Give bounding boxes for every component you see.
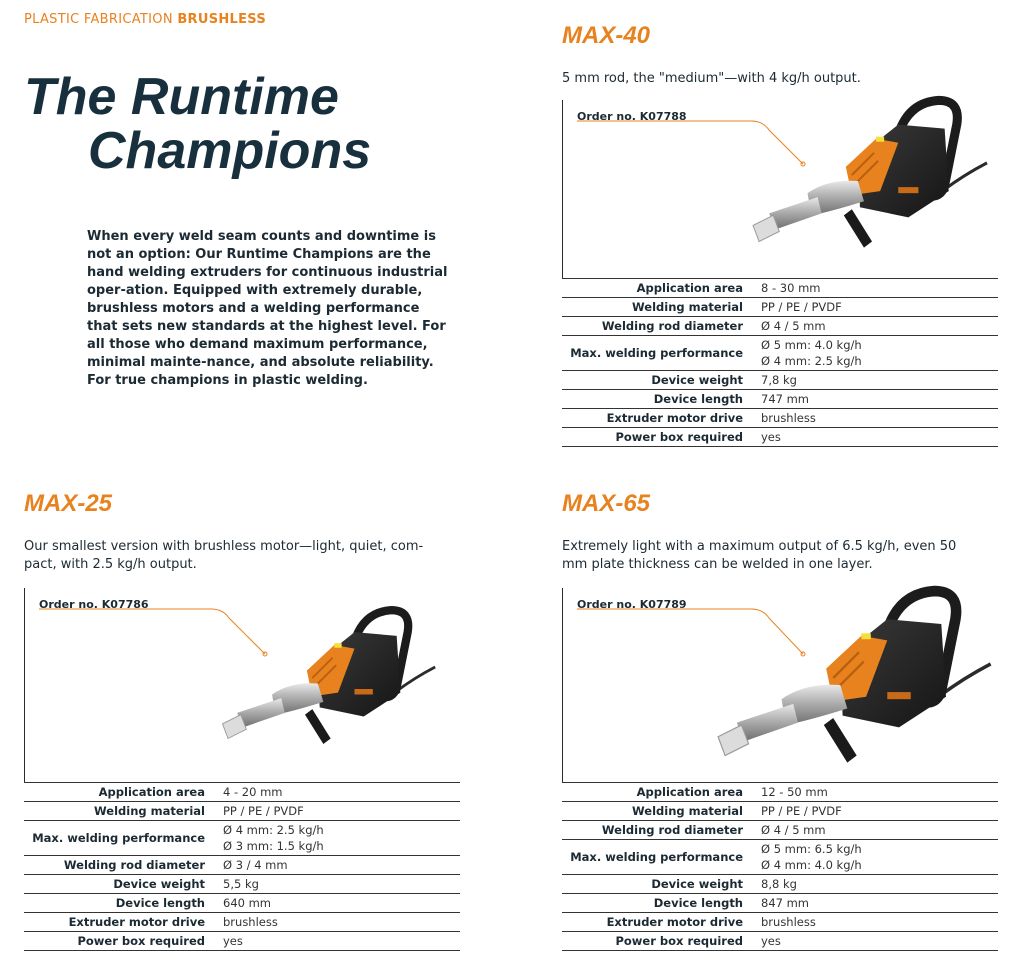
spec-label: Device length [562, 894, 761, 913]
spec-table [562, 278, 998, 447]
spec-row [24, 932, 460, 951]
spec-row [562, 336, 998, 371]
spec-value [761, 802, 998, 821]
spec-row [24, 875, 460, 894]
spec-value-line: 8,8 kg [761, 877, 797, 891]
spec-value [223, 783, 460, 802]
spec-label: Extruder motor drive [562, 913, 761, 932]
spec-value [223, 875, 460, 894]
spec-label: Device weight [562, 875, 761, 894]
order-number: Order no. K07789 [577, 598, 687, 611]
spec-value [761, 913, 998, 932]
spec-value-line: Ø 4 mm: 4.0 kg/h [761, 858, 862, 872]
spec-value-line: yes [761, 430, 781, 444]
spec-value [761, 336, 998, 371]
spec-value-line: Ø 3 mm: 1.5 kg/h [223, 839, 324, 853]
spec-label: Extruder motor drive [24, 913, 223, 932]
product-image-box [24, 588, 460, 782]
spec-value-line: Ø 5 mm: 4.0 kg/h [761, 338, 862, 352]
spec-value [223, 802, 460, 821]
spec-value-line: 4 - 20 mm [223, 785, 283, 799]
extruder-image [747, 94, 989, 256]
product-max-40 [562, 22, 998, 442]
spec-row [24, 856, 460, 875]
spec-value [223, 932, 460, 951]
spec-row [562, 821, 998, 840]
product-title: MAX-25 [24, 490, 113, 517]
spec-value [761, 821, 998, 840]
product-max-25 [24, 490, 460, 950]
spec-table [24, 782, 460, 951]
spec-value-line: PP / PE / PVDF [761, 804, 842, 818]
spec-value-line: 847 mm [761, 896, 810, 910]
spec-value [761, 894, 998, 913]
product-image-box [562, 588, 998, 782]
spec-value [761, 783, 998, 802]
spec-value-line: 747 mm [761, 392, 810, 406]
spec-value-line: brushless [223, 915, 278, 929]
spec-label: Power box required [562, 428, 761, 447]
spec-value-line: PP / PE / PVDF [223, 804, 304, 818]
extruder-image [711, 584, 993, 772]
spec-row [562, 390, 998, 409]
spec-label: Welding material [562, 298, 761, 317]
spec-value-line: Ø 4 / 5 mm [761, 823, 826, 837]
spec-value-line: brushless [761, 411, 816, 425]
spec-row [562, 932, 998, 951]
product-max-65 [562, 490, 998, 950]
order-number: Order no. K07786 [39, 598, 149, 611]
spec-row [562, 298, 998, 317]
spec-row [24, 894, 460, 913]
product-title: MAX-40 [562, 22, 651, 49]
spec-label: Application area [24, 783, 223, 802]
spec-label: Extruder motor drive [562, 409, 761, 428]
product-description: 5 mm rod, the "medium"—with 4 kg/h output. [562, 71, 861, 86]
spec-table [562, 782, 998, 951]
spec-value [761, 932, 998, 951]
spec-value [761, 840, 998, 875]
spec-value [761, 390, 998, 409]
spec-value-line: 8 - 30 mm [761, 281, 821, 295]
spec-value [761, 428, 998, 447]
spec-label: Application area [562, 279, 761, 298]
spec-row [24, 802, 460, 821]
spec-value-line: yes [223, 934, 243, 948]
kicker-light: PLASTIC FABRICATION [24, 12, 178, 27]
spec-value-line: Ø 4 mm: 2.5 kg/h [223, 823, 324, 837]
product-description: Extremely light with a maximum output of 6.5 kg/h, even 50 mm plate thickness can be welded in one layer. [562, 539, 957, 572]
title-line-2: Champions [88, 122, 372, 180]
spec-value [761, 371, 998, 390]
intro-paragraph: When every weld seam counts and downtime is not an option: Our Runtime Champions are the hand welding extruders for continuous industrial oper-ation. Equipped with extremely durable, brushless motors and a welding performance that sets new standards at the highest level. For all those who demand maximum performance, minimal mainte-nance, and absolute reliability. For true champions in plastic welding. [87, 229, 448, 388]
product-description: Our smallest version with brushless motor—light, quiet, com-pact, with 2.5 kg/h output. [24, 539, 424, 572]
spec-value [223, 894, 460, 913]
spec-label: Device weight [562, 371, 761, 390]
spec-value [761, 409, 998, 428]
spec-label: Power box required [24, 932, 223, 951]
spec-row [24, 783, 460, 802]
spec-row [562, 428, 998, 447]
spec-row [562, 840, 998, 875]
spec-row [562, 783, 998, 802]
spec-value-line: Ø 4 / 5 mm [761, 319, 826, 333]
spec-row [562, 802, 998, 821]
spec-label: Application area [562, 783, 761, 802]
spec-row [562, 913, 998, 932]
spec-value [761, 875, 998, 894]
spec-value-line: 12 - 50 mm [761, 785, 828, 799]
spec-value-line: PP / PE / PVDF [761, 300, 842, 314]
spec-label: Max. welding performance [562, 336, 761, 371]
spec-value [223, 821, 460, 856]
spec-row [562, 371, 998, 390]
spec-label: Welding material [562, 802, 761, 821]
spec-row [562, 409, 998, 428]
spec-value-line: 5,5 kg [223, 877, 259, 891]
spec-label: Welding rod diameter [562, 821, 761, 840]
spec-value-line: Ø 3 / 4 mm [223, 858, 288, 872]
page-title [24, 70, 371, 178]
spec-value [761, 279, 998, 298]
spec-value [761, 298, 998, 317]
spec-row [562, 875, 998, 894]
spec-label: Welding rod diameter [562, 317, 761, 336]
spec-value-line: 640 mm [223, 896, 272, 910]
spec-value-line: yes [761, 934, 781, 948]
spec-value-line: 7,8 kg [761, 373, 797, 387]
product-image-box [562, 100, 998, 278]
spec-value [223, 913, 460, 932]
spec-value-line: Ø 4 mm: 2.5 kg/h [761, 354, 862, 368]
product-title: MAX-65 [562, 490, 651, 517]
spec-row [562, 279, 998, 298]
spec-label: Power box required [562, 932, 761, 951]
spec-row [24, 913, 460, 932]
spec-label: Welding material [24, 802, 223, 821]
spec-label: Device weight [24, 875, 223, 894]
spec-value [223, 856, 460, 875]
spec-row [562, 894, 998, 913]
extruder-image [217, 604, 437, 752]
spec-label: Max. welding performance [562, 840, 761, 875]
spec-row [24, 821, 460, 856]
spec-value [761, 317, 998, 336]
spec-label: Device length [24, 894, 223, 913]
kicker-bold: BRUSHLESS [177, 12, 267, 27]
spec-value-line: Ø 5 mm: 6.5 kg/h [761, 842, 862, 856]
spec-label: Max. welding performance [24, 821, 223, 856]
order-number: Order no. K07788 [577, 110, 687, 123]
spec-row [562, 317, 998, 336]
spec-value-line: brushless [761, 915, 816, 929]
spec-label: Device length [562, 390, 761, 409]
spec-label: Welding rod diameter [24, 856, 223, 875]
section-kicker [24, 12, 266, 27]
title-line-1: The Runtime [24, 68, 339, 126]
